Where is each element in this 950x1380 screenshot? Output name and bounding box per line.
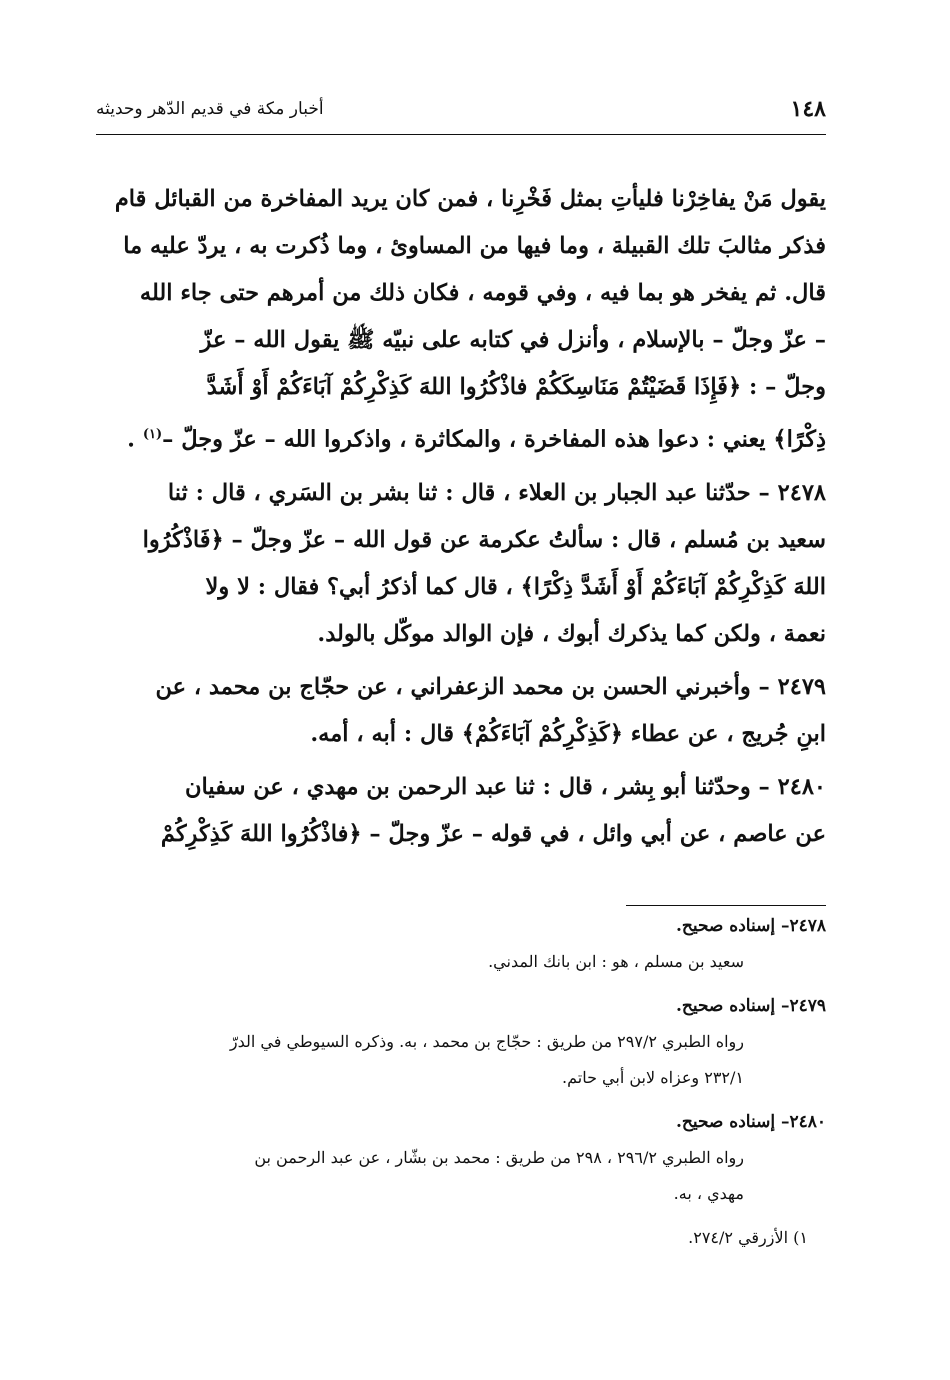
text-line-content: – وأخبرني الحسن بن محمد الزعفراني ، عن حجّاج بن محمد ، عن xyxy=(155,673,770,700)
hadith-number: ٢٤٧٨ xyxy=(777,479,826,506)
hadith-number: ٢٤٧٩ xyxy=(777,673,826,700)
text-line: ذِكْرًا﴾ يعني : دعوا هذه المفاخرة ، والمكاثرة ، واذكروا الله – عزّ وجلّ –$^{(١)}$ . xyxy=(127,426,826,453)
footnote-line: سعيد بن مسلم ، هو : ابن بانك المدني. xyxy=(488,952,744,971)
header-divider xyxy=(96,134,826,135)
footnote-2479 xyxy=(96,988,826,1096)
footnote-line: رواه الطبري ٢٩٦/٢ ، ٢٩٨ من طريق : محمد بن بشّار ، عن عبد الرحمن بن xyxy=(254,1148,744,1167)
text-line: فذكر مثالبَ تلك القبيلة ، وما فيها من المساوئ ، وما ذُكرت به ، يردّ عليه ما xyxy=(123,233,826,259)
text-line: قال. ثم يفخر هو بما فيه ، وفي قومه ، فكان ذلك من أمرهم حتى جاء الله xyxy=(139,280,826,306)
text-line-content: – حدّثنا عبد الجبار بن العلاء ، قال : ثنا بشر بن السَري ، قال : ثنا xyxy=(167,479,770,506)
footnote-heading: ٢٤٧٩– إسناده صحيح. xyxy=(675,996,826,1016)
text-line: سعيد بن مُسلم ، قال : سألتُ عكرمة عن قول الله – عزّ وجلّ – ﴿فَاذْكُرُوا xyxy=(142,526,826,553)
hadith-2478 xyxy=(96,470,826,658)
text-line xyxy=(96,764,826,811)
footnote-divider xyxy=(626,905,826,906)
footnote-2478 xyxy=(96,908,826,980)
text-line xyxy=(96,664,826,711)
page-header xyxy=(96,92,826,126)
text-line-content: – وحدّثنا أبو بِشر ، قال : ثنا عبد الرحمن بن مهدي ، عن سفيان xyxy=(185,773,770,800)
hadith-number: ٢٤٨٠ xyxy=(777,773,826,800)
running-title: أخبار مكة في قديم الدّهر وحديثه xyxy=(96,99,324,119)
footnote-ref: (١) xyxy=(142,427,163,442)
text-line: وجلّ – : ﴿فَإِذَا قَضَيْتُمْ مَنَاسِكَكُمْ فاذْكُرُوا اللهَ كَذِكْرِكُمْ آبَاءَكُمْ أَوْ أَشَدَّ xyxy=(206,374,826,400)
footnote-heading: ٢٤٧٨– إسناده صحيح. xyxy=(675,916,826,936)
text-line: يقول مَنْ يفاخِرْنا فليأتِ بمثل فَخْرِنا ، فمن كان يريد المفاخرة من القبائل قام xyxy=(114,186,826,212)
intro-paragraph xyxy=(96,176,826,464)
footnotes xyxy=(96,908,826,1264)
footnote-line: مهدي ، به. xyxy=(673,1184,744,1203)
text-line-content: ذِكْرًا﴾ يعني : دعوا هذه المفاخرة ، والمكاثرة ، واذكروا الله – عزّ وجلّ – xyxy=(162,426,826,453)
text-line: – عزّ وجلّ – بالإسلام ، وأنزل في كتابه على نبيّه ﷺ يقول الله – عزّ xyxy=(200,327,826,353)
main-text xyxy=(96,176,826,864)
text-line: نعمة ، ولكن كما يذكرك أبوك ، فإن الوالد موكّل بالولد. xyxy=(317,620,826,647)
footnote-line: ٢٣٢/١ وعزاه لابن أبي حاتم. xyxy=(562,1068,744,1087)
hadith-2480 xyxy=(96,764,826,858)
footnote-heading: ٢٤٨٠– إسناده صحيح. xyxy=(675,1112,826,1132)
footnote-2480 xyxy=(96,1104,826,1212)
footnote-line: رواه الطبري ٢٩٧/٢ من طريق : حجّاج بن محمد ، به. وذكره السيوطي في الدرّ xyxy=(229,1032,744,1051)
footnote-1: ١) الأزرقي ٢٧٤/٢. xyxy=(688,1228,808,1247)
text-line: ابنِ جُريج ، عن عطاء ﴿كَذِكْرِكُمْ آبَاءَكُمْ﴾ قال : أبه ، أمه. xyxy=(310,720,826,747)
hadith-2479 xyxy=(96,664,826,758)
text-line: اللهَ كَذِكْرِكُمْ آبَاءَكُمْ أَوْ أَشَدَّ ذِكْرًا﴾ ، قال كما أذكرُ أبي؟ فقال : لا ولا xyxy=(205,573,826,600)
text-line xyxy=(96,470,826,517)
text-line: عن عاصم ، عن أبي وائل ، في قوله – عزّ وجلّ – ﴿فاذْكُرُوا اللهَ كَذِكْرِكُمْ xyxy=(160,820,826,847)
page-number: ١٤٨ xyxy=(790,96,826,122)
